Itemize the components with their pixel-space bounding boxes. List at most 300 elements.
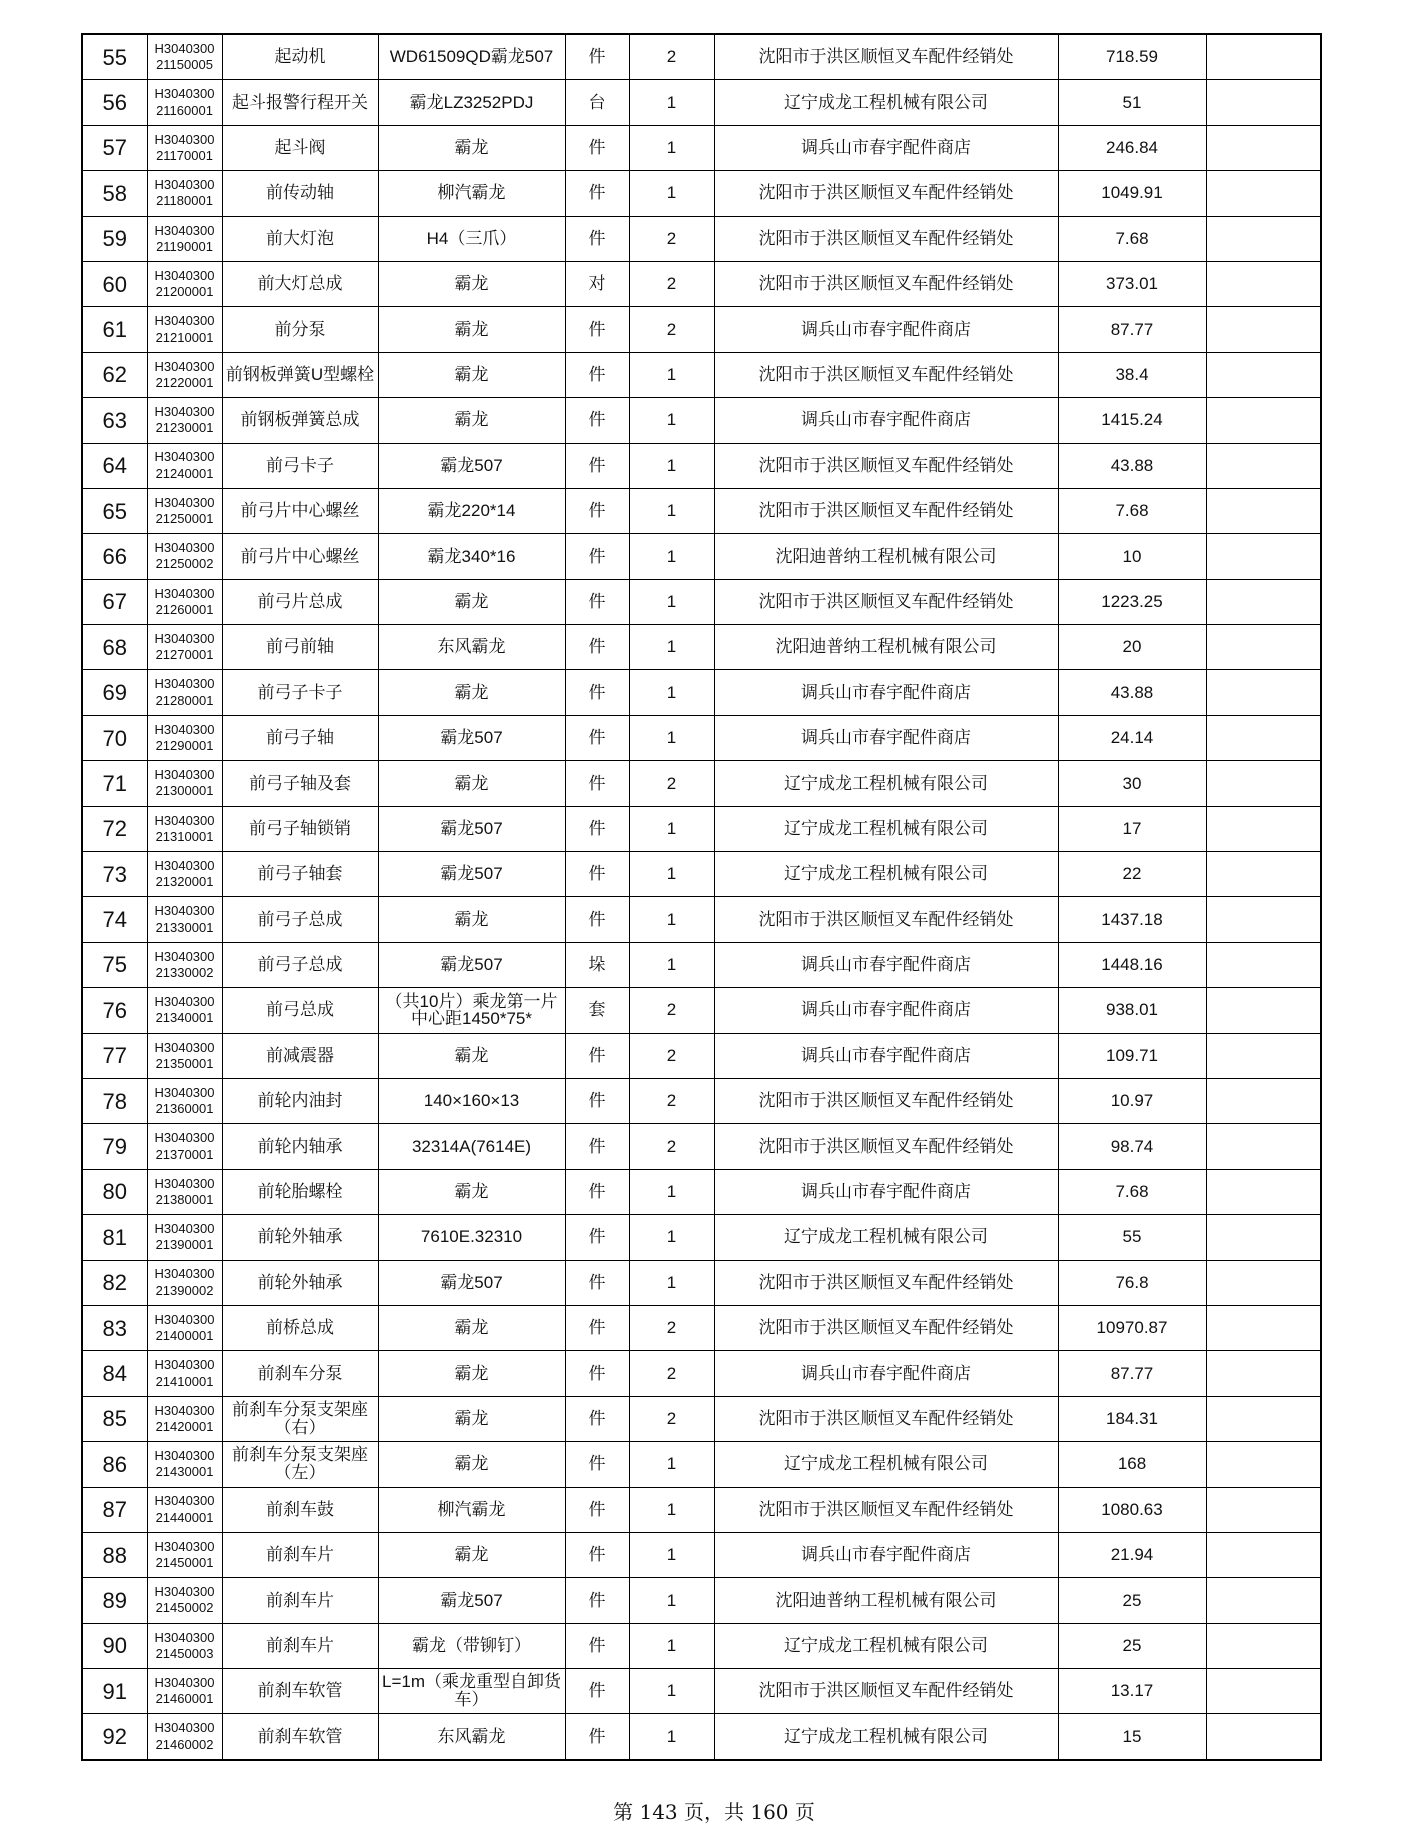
item-code-line1: H3040300 [154,1402,215,1418]
item-quantity: 1 [629,352,714,397]
item-code-line1: H3040300 [154,994,215,1010]
item-remark [1206,125,1321,170]
item-code-line2: 21330001 [155,919,214,935]
item-code-line2: 21460001 [155,1691,214,1707]
item-spec: 霸龙（带铆钉） [378,1623,565,1668]
item-unit: 件 [565,1442,629,1487]
item-code [147,1487,222,1532]
item-name: 前刹车分泵支架座（左） [222,1442,378,1487]
row-number: 88 [82,1532,147,1577]
item-spec: L=1m（乘龙重型自卸货车） [378,1669,565,1714]
row-number: 76 [82,988,147,1033]
item-spec: 霸龙 [378,1442,565,1487]
table-row [82,625,1321,670]
item-code-line2: 21170001 [156,147,213,163]
table-row [82,579,1321,624]
item-code [147,1714,222,1760]
item-code-line2: 21450002 [155,1600,214,1616]
item-code-line1: H3040300 [154,1039,215,1055]
item-unit: 套 [565,988,629,1033]
item-unit: 件 [565,1532,629,1577]
item-price: 1415.24 [1058,398,1206,443]
table-row [82,261,1321,306]
item-code [147,80,222,125]
item-spec: 霸龙507 [378,715,565,760]
item-quantity: 2 [629,988,714,1033]
item-code-line1: H3040300 [154,1629,215,1645]
item-price: 1448.16 [1058,942,1206,987]
table-row [82,1442,1321,1487]
item-code-line2: 21300001 [155,783,214,799]
item-remark [1206,1442,1321,1487]
item-code [147,1351,222,1396]
row-number: 62 [82,352,147,397]
item-remark [1206,806,1321,851]
item-code [147,352,222,397]
item-code-line2: 21370001 [155,1146,214,1162]
item-code-line2: 21200001 [155,284,214,300]
item-code-line1: H3040300 [154,767,215,783]
item-name: 前传动轴 [222,171,378,216]
row-number: 71 [82,761,147,806]
item-spec: H4（三爪） [378,216,565,261]
item-supplier: 沈阳市于洪区顺恒叉车配件经销处 [714,1305,1058,1350]
item-remark [1206,761,1321,806]
item-price: 1080.63 [1058,1487,1206,1532]
row-number: 68 [82,625,147,670]
row-number: 90 [82,1623,147,1668]
item-code [147,897,222,942]
table-row [82,715,1321,760]
item-code-line1: H3040300 [154,222,215,238]
item-code-line1: H3040300 [154,1448,215,1464]
item-quantity: 1 [629,1669,714,1714]
item-name: 起斗报警行程开关 [222,80,378,125]
item-code [147,670,222,715]
page-footer: 第 143 页，共 160 页 [613,1800,815,1824]
item-price: 98.74 [1058,1124,1206,1169]
item-quantity: 1 [629,1532,714,1577]
table-row [82,1487,1321,1532]
item-spec: 柳汽霸龙 [378,1487,565,1532]
item-supplier: 沈阳市于洪区顺恒叉车配件经销处 [714,216,1058,261]
item-remark [1206,216,1321,261]
item-quantity: 1 [629,443,714,488]
item-spec: 霸龙 [378,398,565,443]
item-code [147,942,222,987]
item-spec: 霸龙507 [378,443,565,488]
item-price: 24.14 [1058,715,1206,760]
row-number: 80 [82,1169,147,1214]
item-code-line2: 21230001 [155,420,214,436]
table-row [82,488,1321,533]
item-code [147,1169,222,1214]
item-price: 184.31 [1058,1396,1206,1441]
item-price: 30 [1058,761,1206,806]
item-code [147,1669,222,1714]
table-row [82,1215,1321,1260]
table-row [82,534,1321,579]
item-spec: 霸龙 [378,1169,565,1214]
item-unit: 件 [565,579,629,624]
item-supplier: 调兵山市春宇配件商店 [714,307,1058,352]
item-code-line2: 21190001 [156,238,213,254]
item-price: 373.01 [1058,261,1206,306]
item-unit: 对 [565,261,629,306]
item-unit: 件 [565,1396,629,1441]
item-price: 718.59 [1058,34,1206,80]
item-quantity: 2 [629,1351,714,1396]
item-spec: 霸龙507 [378,852,565,897]
item-remark [1206,443,1321,488]
item-remark [1206,171,1321,216]
row-number: 83 [82,1305,147,1350]
item-supplier: 调兵山市春宇配件商店 [714,670,1058,715]
item-unit: 件 [565,307,629,352]
table-row [82,670,1321,715]
row-number: 70 [82,715,147,760]
item-name: 前弓片总成 [222,579,378,624]
item-remark [1206,1078,1321,1123]
item-code-line2: 21350001 [155,1055,214,1071]
item-spec: 霸龙 [378,1305,565,1350]
table-row [82,1578,1321,1623]
item-remark [1206,1124,1321,1169]
item-code-line1: H3040300 [154,857,215,873]
item-supplier: 调兵山市春宇配件商店 [714,1033,1058,1078]
item-remark [1206,34,1321,80]
item-remark [1206,534,1321,579]
item-quantity: 2 [629,761,714,806]
item-code-line2: 21310001 [155,828,214,844]
item-remark [1206,1351,1321,1396]
item-supplier: 调兵山市春宇配件商店 [714,398,1058,443]
item-code-line1: H3040300 [154,494,215,510]
item-remark [1206,1033,1321,1078]
row-number: 58 [82,171,147,216]
row-number: 92 [82,1714,147,1760]
item-quantity: 1 [629,534,714,579]
item-unit: 件 [565,1623,629,1668]
item-code-line1: H3040300 [154,267,215,283]
item-quantity: 1 [629,897,714,942]
item-spec: 霸龙507 [378,1578,565,1623]
item-code-line1: H3040300 [154,1538,215,1554]
table-row [82,1078,1321,1123]
item-price: 13.17 [1058,1669,1206,1714]
table-row [82,897,1321,942]
item-name: 起斗阀 [222,125,378,170]
item-name: 前弓子轴及套 [222,761,378,806]
parts-table-body [82,34,1321,1760]
item-unit: 件 [565,1305,629,1350]
item-quantity: 1 [629,670,714,715]
item-code-line1: H3040300 [154,1084,215,1100]
table-row [82,1305,1321,1350]
item-code-line2: 21380001 [155,1191,214,1207]
item-supplier: 沈阳市于洪区顺恒叉车配件经销处 [714,261,1058,306]
item-unit: 件 [565,670,629,715]
item-remark [1206,670,1321,715]
item-supplier: 沈阳市于洪区顺恒叉车配件经销处 [714,34,1058,80]
item-unit: 件 [565,398,629,443]
item-code [147,625,222,670]
item-code-line2: 21220001 [155,374,214,390]
item-quantity: 2 [629,34,714,80]
table-row [82,443,1321,488]
item-price: 22 [1058,852,1206,897]
item-name: 前弓子轴 [222,715,378,760]
item-remark [1206,1578,1321,1623]
item-unit: 件 [565,1078,629,1123]
item-name: 前弓总成 [222,988,378,1033]
item-code [147,1623,222,1668]
item-code [147,1305,222,1350]
item-price: 246.84 [1058,125,1206,170]
item-supplier: 沈阳市于洪区顺恒叉车配件经销处 [714,443,1058,488]
item-price: 43.88 [1058,443,1206,488]
row-number: 87 [82,1487,147,1532]
item-remark [1206,1215,1321,1260]
row-number: 57 [82,125,147,170]
item-price: 7.68 [1058,216,1206,261]
item-price: 109.71 [1058,1033,1206,1078]
item-supplier: 辽宁成龙工程机械有限公司 [714,1442,1058,1487]
item-remark [1206,988,1321,1033]
item-spec: 霸龙340*16 [378,534,565,579]
item-code [147,1260,222,1305]
item-code-line2: 21390002 [155,1282,214,1298]
item-name: 前刹车分泵 [222,1351,378,1396]
item-price: 51 [1058,80,1206,125]
item-unit: 件 [565,1351,629,1396]
item-remark [1206,897,1321,942]
item-code-line1: H3040300 [154,540,215,556]
item-price: 87.77 [1058,307,1206,352]
item-unit: 件 [565,1124,629,1169]
item-quantity: 1 [629,1714,714,1760]
item-code-line2: 21320001 [155,874,214,890]
item-supplier: 沈阳迪普纳工程机械有限公司 [714,1578,1058,1623]
item-remark [1206,1260,1321,1305]
item-code-line2: 21280001 [155,692,214,708]
item-unit: 件 [565,1169,629,1214]
item-price: 87.77 [1058,1351,1206,1396]
item-code-line1: H3040300 [154,1493,215,1509]
table-row [82,80,1321,125]
item-name: 前轮胎螺栓 [222,1169,378,1214]
item-code [147,34,222,80]
table-row [82,1532,1321,1577]
item-quantity: 1 [629,1487,714,1532]
table-row [82,1623,1321,1668]
item-price: 25 [1058,1578,1206,1623]
item-name: 前刹车片 [222,1623,378,1668]
item-code-line1: H3040300 [154,1357,215,1373]
parts-table [81,33,1322,1761]
item-code-line1: H3040300 [154,585,215,601]
row-number: 60 [82,261,147,306]
item-supplier: 沈阳市于洪区顺恒叉车配件经销处 [714,1396,1058,1441]
item-quantity: 1 [629,579,714,624]
item-remark [1206,852,1321,897]
item-price: 55 [1058,1215,1206,1260]
item-name: 前轮内油封 [222,1078,378,1123]
table-row [82,1669,1321,1714]
row-number: 63 [82,398,147,443]
item-unit: 件 [565,761,629,806]
item-remark [1206,1714,1321,1760]
item-spec: 霸龙 [378,897,565,942]
item-supplier: 沈阳迪普纳工程机械有限公司 [714,534,1058,579]
item-price: 10 [1058,534,1206,579]
item-remark [1206,80,1321,125]
item-supplier: 沈阳市于洪区顺恒叉车配件经销处 [714,897,1058,942]
row-number: 55 [82,34,147,80]
item-code [147,1033,222,1078]
item-spec: 霸龙220*14 [378,488,565,533]
item-quantity: 1 [629,80,714,125]
item-code-line1: H3040300 [154,1675,215,1690]
item-spec: 霸龙507 [378,806,565,851]
item-code [147,1396,222,1441]
item-supplier: 辽宁成龙工程机械有限公司 [714,80,1058,125]
item-name: 前桥总成 [222,1305,378,1350]
item-quantity: 2 [629,1033,714,1078]
item-name: 前弓片中心螺丝 [222,534,378,579]
item-code-line2: 21180001 [156,193,213,209]
item-spec: 霸龙 [378,670,565,715]
item-code-line2: 21340001 [155,1010,214,1026]
item-code-line1: H3040300 [154,721,215,737]
item-code [147,1124,222,1169]
row-number: 61 [82,307,147,352]
item-spec: 霸龙 [378,761,565,806]
item-code-line2: 21240001 [155,465,214,481]
row-number: 91 [82,1669,147,1714]
row-number: 69 [82,670,147,715]
item-spec: 32314A(7614E) [378,1124,565,1169]
item-price: 938.01 [1058,988,1206,1033]
item-unit: 件 [565,1669,629,1714]
item-spec: 霸龙 [378,261,565,306]
item-name: 前刹车软管 [222,1669,378,1714]
item-code-line2: 21250001 [155,511,214,527]
item-supplier: 调兵山市春宇配件商店 [714,1532,1058,1577]
item-code-line2: 21270001 [155,647,214,663]
item-code-line1: H3040300 [154,358,215,374]
row-number: 67 [82,579,147,624]
item-code [147,534,222,579]
item-unit: 件 [565,34,629,80]
item-name: 前刹车分泵支架座（右） [222,1396,378,1441]
item-quantity: 1 [629,1260,714,1305]
item-quantity: 1 [629,1578,714,1623]
table-row [82,216,1321,261]
item-code-line1: H3040300 [154,812,215,828]
table-row [82,988,1321,1033]
item-quantity: 1 [629,1442,714,1487]
item-code-line2: 21430001 [155,1464,214,1480]
item-quantity: 1 [629,488,714,533]
item-name: 前弓子轴锁销 [222,806,378,851]
item-remark [1206,261,1321,306]
item-unit: 件 [565,1578,629,1623]
item-spec: 7610E.32310 [378,1215,565,1260]
item-name: 前弓卡子 [222,443,378,488]
item-code-line2: 21450003 [155,1645,214,1661]
item-price: 76.8 [1058,1260,1206,1305]
item-code-line1: H3040300 [154,676,215,692]
item-unit: 件 [565,443,629,488]
item-remark [1206,579,1321,624]
item-spec: 霸龙 [378,1396,565,1441]
item-code [147,1215,222,1260]
item-price: 17 [1058,806,1206,851]
row-number: 85 [82,1396,147,1441]
item-supplier: 沈阳市于洪区顺恒叉车配件经销处 [714,1078,1058,1123]
item-unit: 台 [565,80,629,125]
item-code [147,761,222,806]
item-supplier: 辽宁成龙工程机械有限公司 [714,852,1058,897]
item-unit: 件 [565,625,629,670]
item-unit: 件 [565,1215,629,1260]
item-quantity: 1 [629,942,714,987]
row-number: 56 [82,80,147,125]
item-code-line1: H3040300 [154,40,215,56]
item-code-line2: 21460002 [155,1736,214,1752]
item-code [147,1532,222,1577]
item-spec: 霸龙507 [378,1260,565,1305]
item-price: 20 [1058,625,1206,670]
item-code [147,579,222,624]
item-unit: 件 [565,806,629,851]
item-code-line2: 21250002 [155,556,214,572]
item-price: 1049.91 [1058,171,1206,216]
item-price: 10.97 [1058,1078,1206,1123]
item-unit: 件 [565,1487,629,1532]
row-number: 89 [82,1578,147,1623]
item-unit: 垛 [565,942,629,987]
item-unit: 件 [565,352,629,397]
item-name: 前刹车片 [222,1532,378,1577]
item-unit: 件 [565,852,629,897]
item-quantity: 1 [629,806,714,851]
item-code-line2: 21410001 [155,1373,214,1389]
item-supplier: 沈阳市于洪区顺恒叉车配件经销处 [714,1124,1058,1169]
item-unit: 件 [565,125,629,170]
item-quantity: 2 [629,216,714,261]
item-quantity: 1 [629,1169,714,1214]
item-supplier: 沈阳市于洪区顺恒叉车配件经销处 [714,1487,1058,1532]
row-number: 74 [82,897,147,942]
item-spec: 霸龙 [378,125,565,170]
item-quantity: 1 [629,125,714,170]
item-price: 7.68 [1058,1169,1206,1214]
item-code-line1: H3040300 [154,1130,215,1146]
item-code-line2: 21150005 [156,57,213,73]
item-name: 前减震器 [222,1033,378,1078]
item-code-line1: H3040300 [154,177,215,193]
item-unit: 件 [565,1260,629,1305]
item-price: 10970.87 [1058,1305,1206,1350]
item-code-line2: 21260001 [155,601,214,617]
item-price: 21.94 [1058,1532,1206,1577]
item-supplier: 调兵山市春宇配件商店 [714,1351,1058,1396]
item-name: 前刹车软管 [222,1714,378,1760]
table-row [82,1124,1321,1169]
row-number: 77 [82,1033,147,1078]
